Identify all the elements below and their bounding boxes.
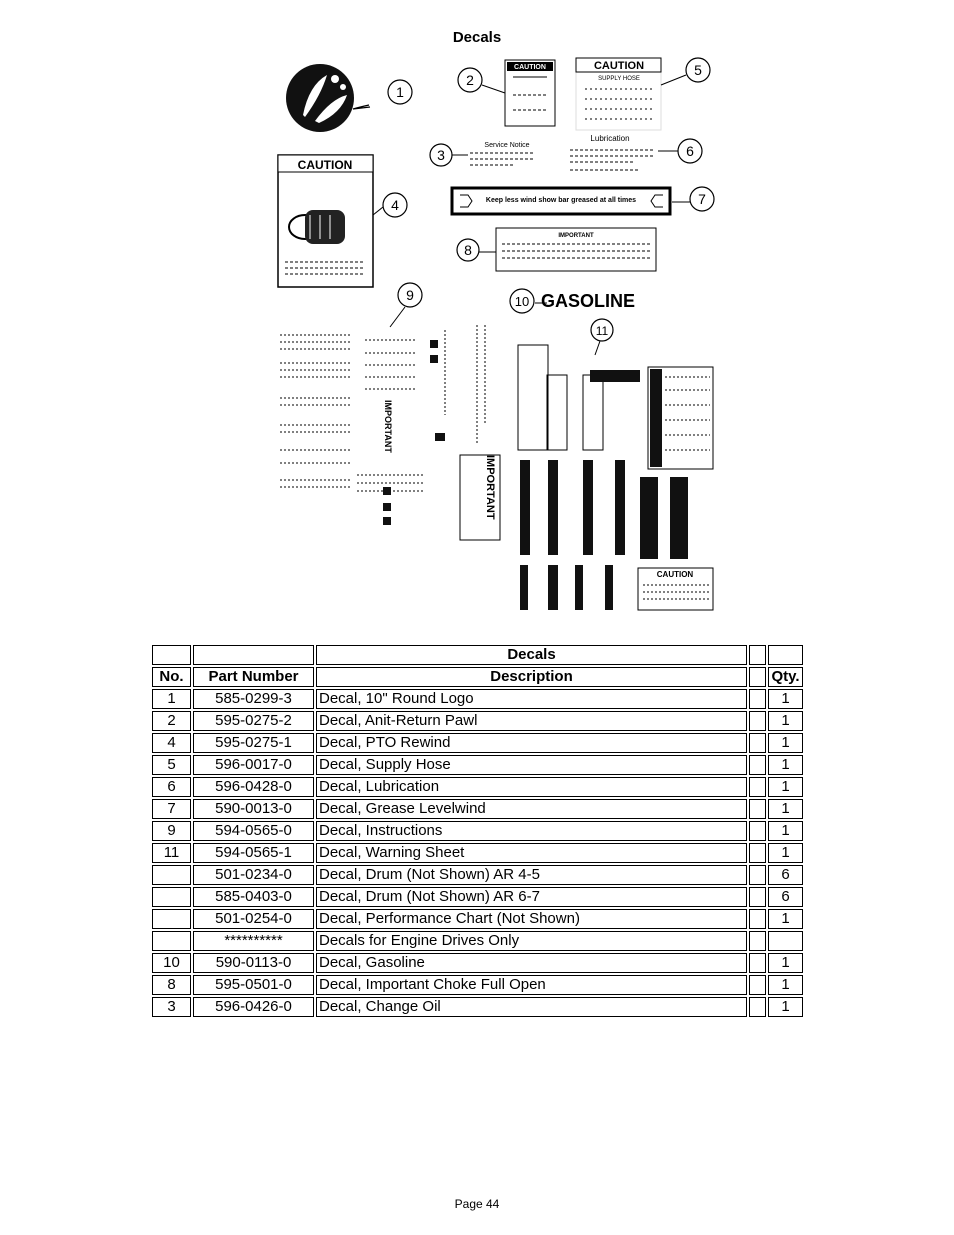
cell-qty: 6 bbox=[768, 865, 803, 885]
svg-text:6: 6 bbox=[686, 143, 694, 159]
cell-no: 3 bbox=[152, 997, 191, 1017]
cell-no: 2 bbox=[152, 711, 191, 731]
blank-cell bbox=[749, 953, 766, 973]
table-row bbox=[152, 711, 803, 731]
blank-cell bbox=[193, 645, 314, 665]
table-row bbox=[152, 887, 803, 907]
blank-cell bbox=[749, 799, 766, 819]
cell-no bbox=[152, 887, 191, 907]
anti-return-pawl-decal bbox=[505, 60, 555, 126]
service-notice-decal bbox=[470, 142, 535, 165]
cell-no: 1 bbox=[152, 689, 191, 709]
svg-text:SUPPLY HOSE: SUPPLY HOSE bbox=[598, 76, 640, 82]
callout-3 bbox=[430, 144, 468, 166]
table-row bbox=[152, 733, 803, 753]
supply-hose-decal bbox=[576, 58, 661, 130]
blank-cell bbox=[749, 733, 766, 753]
svg-text:CAUTION: CAUTION bbox=[297, 158, 353, 172]
table-row bbox=[152, 909, 803, 929]
table-row bbox=[152, 953, 803, 973]
cell-part-number: 590-0113-0 bbox=[193, 953, 314, 973]
header-description: Description bbox=[316, 667, 747, 687]
table-row bbox=[152, 755, 803, 775]
cell-qty: 1 bbox=[768, 799, 803, 819]
cell-no: 5 bbox=[152, 755, 191, 775]
cell-part-number: 501-0254-0 bbox=[193, 909, 314, 929]
cell-part-number: 595-0501-0 bbox=[193, 975, 314, 995]
cell-part-number: 594-0565-1 bbox=[193, 843, 314, 863]
cell-qty: 1 bbox=[768, 843, 803, 863]
cell-no: 8 bbox=[152, 975, 191, 995]
blank-cell bbox=[749, 843, 766, 863]
cell-part-number: 585-0403-0 bbox=[193, 887, 314, 907]
decals-parts-table bbox=[150, 643, 805, 1019]
cell-description: Decal, Change Oil bbox=[316, 997, 747, 1017]
page-title: Decals bbox=[452, 29, 502, 46]
callout-5 bbox=[661, 58, 710, 85]
cell-description: Decal, Drum (Not Shown) AR 4-5 bbox=[316, 865, 747, 885]
svg-text:GASOLINE: GASOLINE bbox=[540, 291, 636, 311]
cell-part-number: 596-0428-0 bbox=[193, 777, 314, 797]
svg-text:5: 5 bbox=[694, 62, 702, 78]
cell-part-number: 501-0234-0 bbox=[193, 865, 314, 885]
cell-part-number: 590-0013-0 bbox=[193, 799, 314, 819]
table-row bbox=[152, 777, 803, 797]
blank-cell bbox=[152, 645, 191, 665]
svg-text:CAUTION: CAUTION bbox=[514, 64, 546, 71]
blank-cell bbox=[749, 755, 766, 775]
cell-qty: 1 bbox=[768, 777, 803, 797]
cell-no bbox=[152, 865, 191, 885]
cell-description: Decal, Supply Hose bbox=[316, 755, 747, 775]
cell-description: Decal, Drum (Not Shown) AR 6-7 bbox=[316, 887, 747, 907]
cell-part-number: 594-0565-0 bbox=[193, 821, 314, 841]
cell-description: Decals for Engine Drives Only bbox=[316, 931, 747, 951]
grease-levelwind-decal bbox=[452, 188, 670, 214]
pto-rewind-decal bbox=[278, 155, 373, 287]
blank-cell bbox=[749, 997, 766, 1017]
svg-text:11: 11 bbox=[595, 324, 609, 338]
table-row bbox=[152, 997, 803, 1017]
decals-illustration bbox=[265, 55, 720, 615]
svg-text:7: 7 bbox=[698, 191, 706, 207]
table-row bbox=[152, 865, 803, 885]
cell-no bbox=[152, 909, 191, 929]
callout-9 bbox=[390, 283, 422, 327]
cell-qty: 1 bbox=[768, 953, 803, 973]
warning-sheet-decal bbox=[518, 345, 713, 610]
header-no: No. bbox=[152, 667, 191, 687]
table-row bbox=[152, 843, 803, 863]
cell-no: 6 bbox=[152, 777, 191, 797]
cell-part-number: 596-0017-0 bbox=[193, 755, 314, 775]
cell-part-number: 595-0275-2 bbox=[193, 711, 314, 731]
cell-description: Decal, Warning Sheet bbox=[316, 843, 747, 863]
table-row bbox=[152, 821, 803, 841]
callout-11 bbox=[591, 319, 613, 355]
blank-cell bbox=[749, 909, 766, 929]
svg-text:1: 1 bbox=[396, 84, 404, 100]
callout-2 bbox=[458, 68, 505, 93]
cell-qty bbox=[768, 931, 803, 951]
cell-no: 4 bbox=[152, 733, 191, 753]
cell-part-number: 585-0299-3 bbox=[193, 689, 314, 709]
blank-cell bbox=[749, 667, 766, 687]
cell-no: 11 bbox=[152, 843, 191, 863]
callout-7 bbox=[672, 187, 714, 211]
section-title: Decals bbox=[316, 645, 747, 665]
cell-no: 7 bbox=[152, 799, 191, 819]
cell-description: Decal, Important Choke Full Open bbox=[316, 975, 747, 995]
header-part-number: Part Number bbox=[193, 667, 314, 687]
svg-text:2: 2 bbox=[466, 72, 474, 88]
blank-cell bbox=[749, 975, 766, 995]
decals-drawing bbox=[265, 55, 720, 615]
cell-description: Decal, Gasoline bbox=[316, 953, 747, 973]
cell-part-number: ********** bbox=[193, 931, 314, 951]
cell-description: Decal, Performance Chart (Not Shown) bbox=[316, 909, 747, 929]
svg-text:IMPORTANT: IMPORTANT bbox=[484, 455, 496, 520]
cell-qty: 1 bbox=[768, 733, 803, 753]
svg-text:10: 10 bbox=[514, 294, 530, 309]
svg-text:IMPORTANT: IMPORTANT bbox=[558, 233, 594, 239]
svg-text:Service Notice: Service Notice bbox=[484, 142, 530, 149]
callout-1 bbox=[353, 80, 412, 109]
table-row bbox=[152, 799, 803, 819]
svg-text:4: 4 bbox=[391, 197, 399, 213]
table-row bbox=[152, 931, 803, 951]
important-choke-decal bbox=[496, 228, 656, 271]
page-number: Page 44 bbox=[454, 1197, 500, 1211]
blank-cell bbox=[749, 887, 766, 907]
cell-qty: 1 bbox=[768, 821, 803, 841]
header-row bbox=[152, 667, 803, 687]
cell-no: 9 bbox=[152, 821, 191, 841]
cell-qty: 1 bbox=[768, 755, 803, 775]
cell-description: Decal, Lubrication bbox=[316, 777, 747, 797]
cell-qty: 1 bbox=[768, 975, 803, 995]
callout-8 bbox=[457, 239, 496, 261]
table-row bbox=[152, 975, 803, 995]
cell-qty: 1 bbox=[768, 997, 803, 1017]
blank-cell bbox=[768, 645, 803, 665]
blank-cell bbox=[749, 865, 766, 885]
blank-cell bbox=[749, 689, 766, 709]
table-row bbox=[152, 689, 803, 709]
svg-text:8: 8 bbox=[464, 242, 472, 258]
cell-description: Decal, Anit-Return Pawl bbox=[316, 711, 747, 731]
section-title-row bbox=[152, 645, 803, 665]
cell-qty: 1 bbox=[768, 711, 803, 731]
cell-part-number: 595-0275-1 bbox=[193, 733, 314, 753]
cell-no bbox=[152, 931, 191, 951]
header-qty: Qty. bbox=[768, 667, 803, 687]
lubrication-decal bbox=[570, 134, 655, 170]
cell-no: 10 bbox=[152, 953, 191, 973]
cell-description: Decal, 10" Round Logo bbox=[316, 689, 747, 709]
svg-text:IMPORTANT: IMPORTANT bbox=[383, 400, 393, 453]
blank-cell bbox=[749, 777, 766, 797]
svg-text:CAUTION: CAUTION bbox=[593, 60, 645, 72]
cell-qty: 6 bbox=[768, 887, 803, 907]
cell-part-number: 596-0426-0 bbox=[193, 997, 314, 1017]
blank-cell bbox=[749, 931, 766, 951]
blank-cell bbox=[749, 711, 766, 731]
cell-description: Decal, Instructions bbox=[316, 821, 747, 841]
cell-description: Decal, Grease Levelwind bbox=[316, 799, 747, 819]
svg-text:CAUTION: CAUTION bbox=[656, 570, 694, 579]
callout-4 bbox=[373, 193, 407, 217]
instructions-decal bbox=[280, 325, 500, 540]
callout-6 bbox=[658, 139, 702, 163]
round-logo-decal bbox=[286, 64, 354, 132]
cell-description: Decal, PTO Rewind bbox=[316, 733, 747, 753]
cell-qty: 1 bbox=[768, 909, 803, 929]
gasoline-decal bbox=[541, 291, 635, 311]
svg-text:Keep less wind show bar grease: Keep less wind show bar greased at all times bbox=[485, 197, 637, 204]
svg-text:3: 3 bbox=[437, 147, 445, 163]
blank-cell bbox=[749, 821, 766, 841]
svg-text:9: 9 bbox=[406, 287, 414, 303]
blank-cell bbox=[749, 645, 766, 665]
svg-text:Lubrication: Lubrication bbox=[590, 134, 630, 143]
cell-qty: 1 bbox=[768, 689, 803, 709]
